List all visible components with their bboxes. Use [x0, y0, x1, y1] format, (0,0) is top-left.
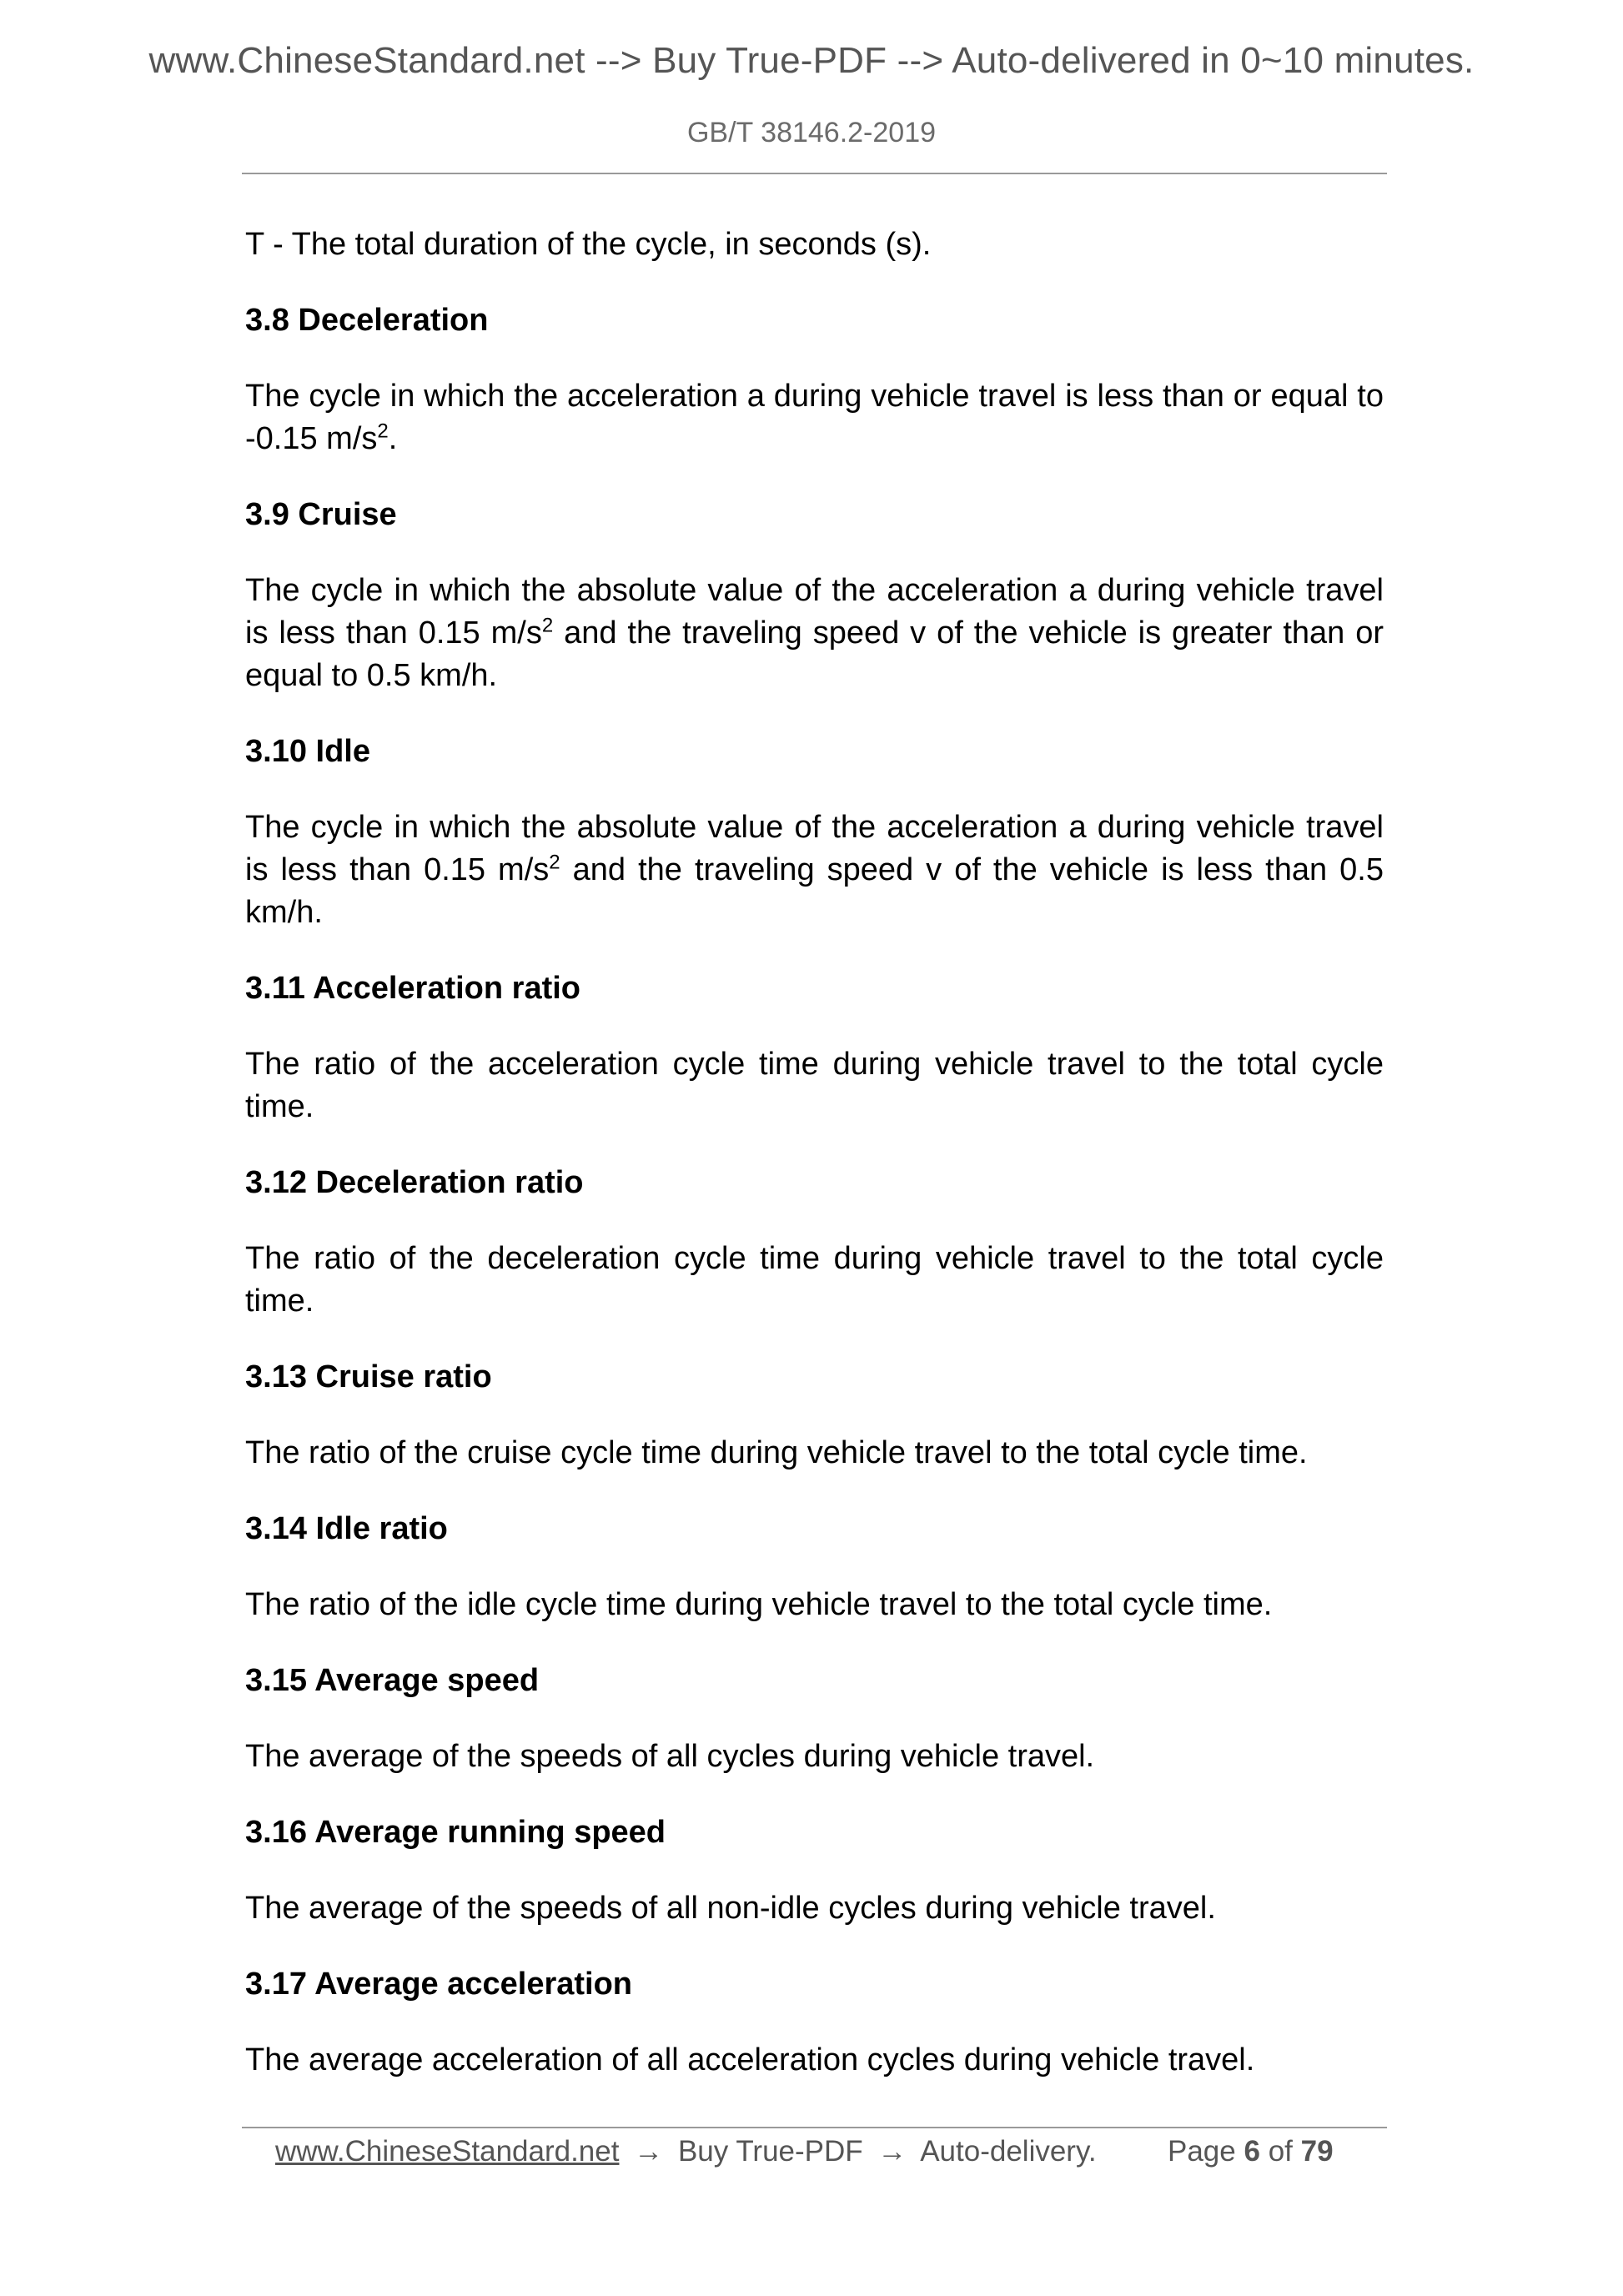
footer-delivery-text: Auto-delivery.: [920, 2135, 1097, 2168]
section-heading-cruise-ratio: 3.13 Cruise ratio: [245, 1359, 492, 1394]
text-segment: The cycle in which the acceleration a during vehicle travel is less than or equal to -0.15 m/s: [245, 379, 1384, 456]
text-segment: .: [388, 421, 398, 456]
definition-acceleration-ratio: The ratio of the acceleration cycle time during vehicle travel to the total cycle time.: [245, 1047, 1384, 1124]
section-heading-average-running-speed: 3.16 Average running speed: [245, 1815, 666, 1850]
arrow-right-icon: →: [634, 2135, 664, 2168]
section-heading-cruise: 3.9 Cruise: [245, 497, 397, 532]
definition-deceleration-ratio: The ratio of the deceleration cycle time during vehicle travel to the total cycle time.: [245, 1241, 1384, 1319]
definition-cruise: [245, 570, 1384, 697]
section-heading-idle-ratio: 3.14 Idle ratio: [245, 1511, 448, 1546]
text-segment: and the traveling speed v of the vehicle is less than 0.5 km/h.: [245, 852, 1384, 930]
arrow-right-icon: →: [877, 2135, 907, 2168]
text-segment: The cycle in which the absolute value of the acceleration a during vehicle travel is less than 0.15 m/s: [245, 573, 1384, 651]
page-current: 6: [1244, 2135, 1260, 2168]
section-heading-idle: 3.10 Idle: [245, 734, 370, 769]
definition-idle: [245, 806, 1384, 934]
definition-average-running-speed: The average of the speeds of all non-idle cycles during vehicle travel.: [245, 1891, 1216, 1926]
page-indicator: [1168, 2131, 1334, 2173]
document-body: [245, 224, 1384, 2115]
superscript: 2: [377, 420, 389, 443]
page-total: 79: [1300, 2135, 1334, 2168]
definition-deceleration: [245, 375, 1384, 460]
definition-cruise-ratio: The ratio of the cruise cycle time during vehicle travel to the total cycle time.: [245, 1435, 1308, 1470]
definition-average-acceleration: The average acceleration of all acceleration cycles during vehicle travel.: [245, 2042, 1255, 2077]
header-divider: [242, 173, 1387, 174]
section-heading-acceleration-ratio: 3.11 Acceleration ratio: [245, 971, 581, 1006]
footer-divider: [242, 2127, 1387, 2128]
header-banner: www.ChineseStandard.net --> Buy True-PDF --> Auto-delivered in 0~10 minutes.: [148, 40, 1475, 81]
footer-buy-text: Buy True-PDF: [677, 2135, 863, 2168]
section-heading-deceleration-ratio: 3.12 Deceleration ratio: [245, 1165, 584, 1200]
page-label: Page: [1168, 2135, 1236, 2168]
definition-variable-t: T - The total duration of the cycle, in seconds (s).: [245, 227, 932, 262]
footer-site-link[interactable]: www.ChineseStandard.net: [275, 2135, 620, 2168]
definition-idle-ratio: The ratio of the idle cycle time during vehicle travel to the total cycle time.: [245, 1587, 1273, 1622]
section-heading-average-acceleration: 3.17 Average acceleration: [245, 1967, 633, 2002]
standard-code: GB/T 38146.2-2019: [686, 117, 937, 148]
definition-average-speed: The average of the speeds of all cycles during vehicle travel.: [245, 1739, 1095, 1774]
superscript: 2: [549, 851, 560, 874]
section-heading-deceleration: 3.8 Deceleration: [245, 303, 489, 338]
superscript: 2: [541, 614, 554, 637]
text-segment: The cycle in which the absolute value of the acceleration a during vehicle travel is less than 0.15 m/s: [245, 810, 1384, 887]
text-segment: and the traveling speed v of the vehicle is greater than or equal to 0.5 km/h.: [245, 615, 1384, 693]
page-footer: [275, 2131, 1359, 2173]
page-of-label: of: [1268, 2135, 1293, 2168]
section-heading-average-speed: 3.15 Average speed: [245, 1663, 540, 1698]
